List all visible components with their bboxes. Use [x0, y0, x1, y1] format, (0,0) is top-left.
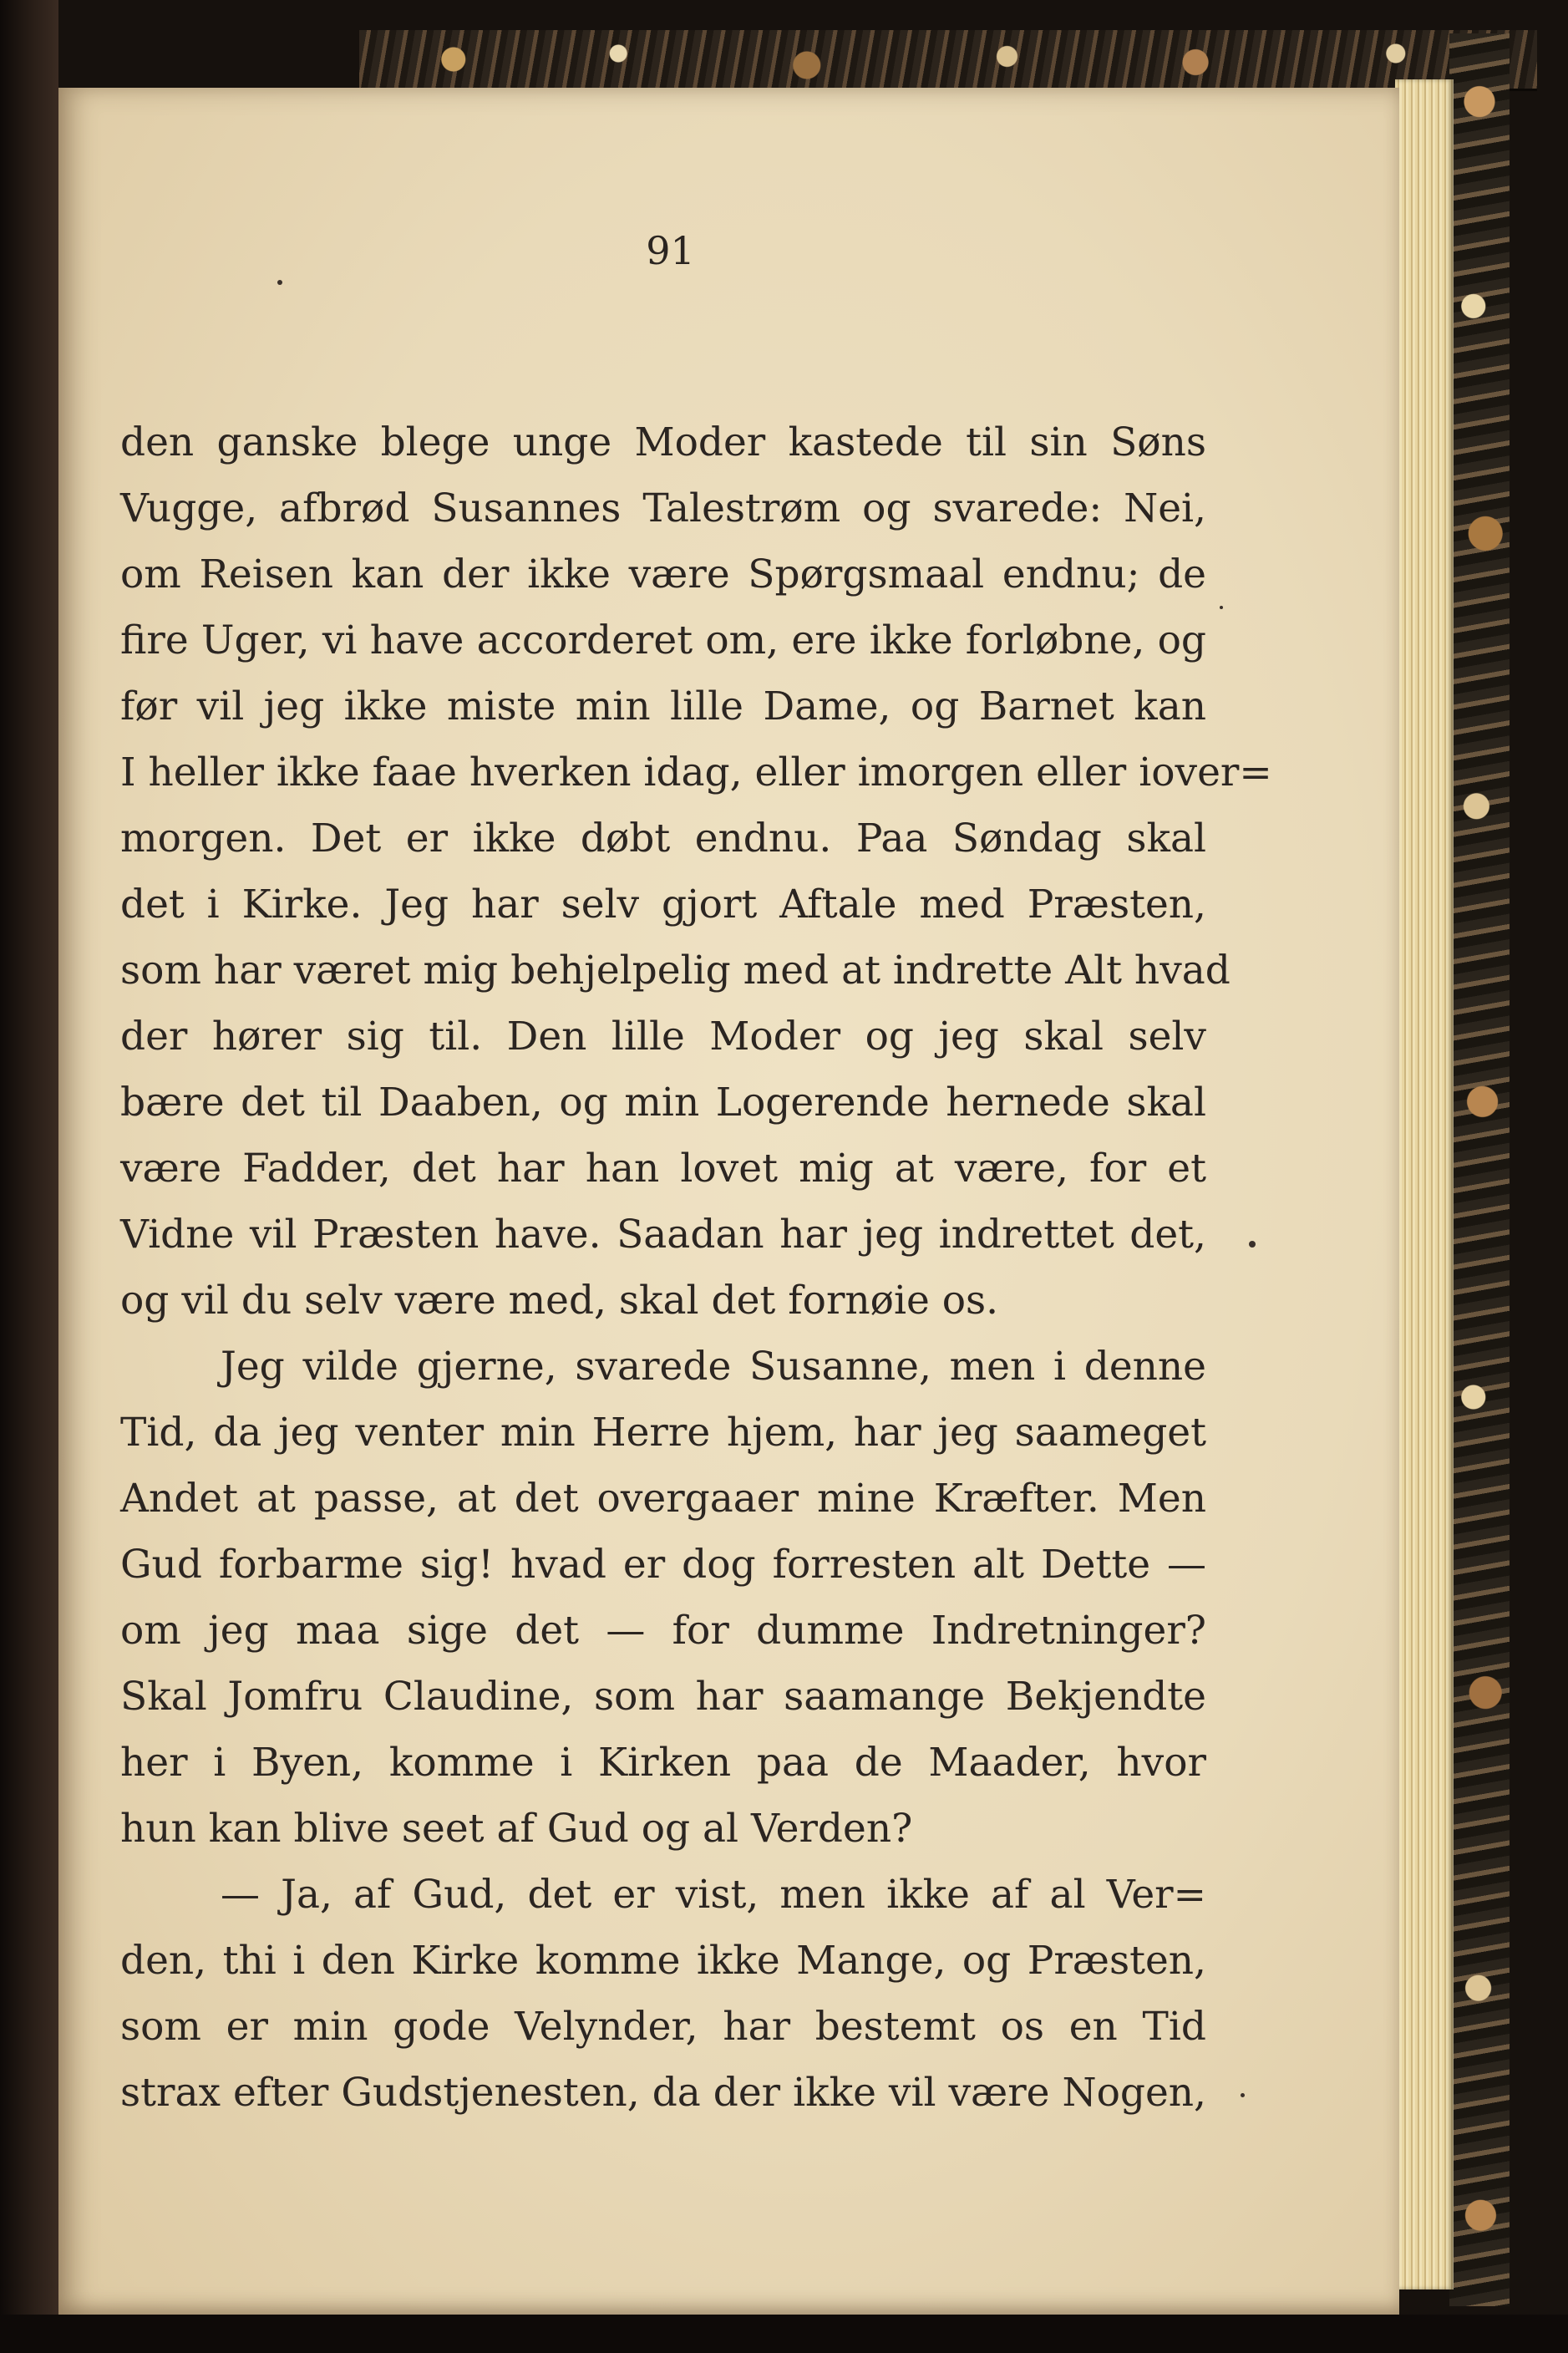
paper-speck: [1241, 2093, 1245, 2097]
page-edges: [1395, 79, 1454, 2289]
text-line: hun kan blive seet af Gud og al Verden?: [120, 1806, 913, 1852]
body-text: [120, 409, 1272, 2126]
paper-speck: [277, 280, 282, 285]
text-line: om Reisen kan der ikke være Spørgsmaal endnu; de: [120, 551, 1206, 597]
paper-speck: [1220, 606, 1223, 609]
text-line: Gud forbarme sig! hvad er dog forresten alt Dette —: [120, 1542, 1206, 1588]
book-page: [58, 88, 1399, 2315]
text-line: — Ja, af Gud, det er vist, men ikke af al Ver=: [221, 1872, 1206, 1918]
marbled-edge-top: [359, 30, 1537, 91]
paper-speck: [1249, 1241, 1256, 1248]
text-line: det i Kirke. Jeg har selv gjort Aftale med Præsten,: [120, 882, 1206, 927]
left-binding: [0, 0, 58, 2353]
text-line: her i Byen, komme i Kirken paa de Maader, hvor: [120, 1740, 1206, 1786]
text-line: bære det til Daaben, og min Logerende hernede skal: [120, 1080, 1206, 1126]
page-number: 91: [646, 228, 695, 273]
text-line: som er min gode Velynder, har bestemt os en Tid: [120, 2004, 1206, 2050]
text-line: Tid, da jeg venter min Herre hjem, har jeg saameget: [120, 1410, 1206, 1456]
text-line: der hører sig til. Den lille Moder og jeg skal selv: [120, 1014, 1206, 1060]
text-line: Jeg vilde gjerne, svarede Susanne, men i denne: [221, 1344, 1206, 1390]
text-line: Skal Jomfru Claudine, som har saamange Bekjendte: [120, 1674, 1206, 1720]
text-line: I heller ikke faae hverken idag, eller imorgen eller iover=: [120, 750, 1272, 795]
text-line: Vugge, afbrød Susannes Talestrøm og svarede: Nei,: [120, 485, 1206, 531]
text-line: Vidne vil Præsten have. Saadan har jeg indrettet det,: [120, 1212, 1206, 1258]
text-line: og vil du selv være med, skal det fornøie os.: [120, 1278, 999, 1324]
text-line: strax efter Gudstjenesten, da der ikke vil være Nogen,: [120, 2070, 1206, 2116]
text-line: fire Uger, vi have accorderet om, ere ikke forløbne, og: [120, 617, 1206, 663]
marbled-edge-right: [1449, 33, 1510, 2306]
text-line: morgen. Det er ikke døbt endnu. Paa Søndag skal: [120, 816, 1206, 861]
text-line: være Fadder, det har han lovet mig at være, for et: [120, 1146, 1206, 1192]
text-line: Andet at passe, at det overgaaer mine Kræfter. Men: [120, 1476, 1206, 1522]
text-line: den ganske blege unge Moder kastede til sin Søns: [120, 419, 1206, 465]
text-line: om jeg maa sige det — for dumme Indretninger?: [120, 1608, 1206, 1654]
text-line: som har været mig behjelpelig med at indrette Alt hvad: [120, 948, 1231, 994]
text-line: før vil jeg ikke miste min lille Dame, og Barnet kan: [120, 684, 1206, 729]
bottom-shadow: [0, 2315, 1568, 2353]
text-line: den, thi i den Kirke komme ikke Mange, og Præsten,: [120, 1938, 1206, 1984]
